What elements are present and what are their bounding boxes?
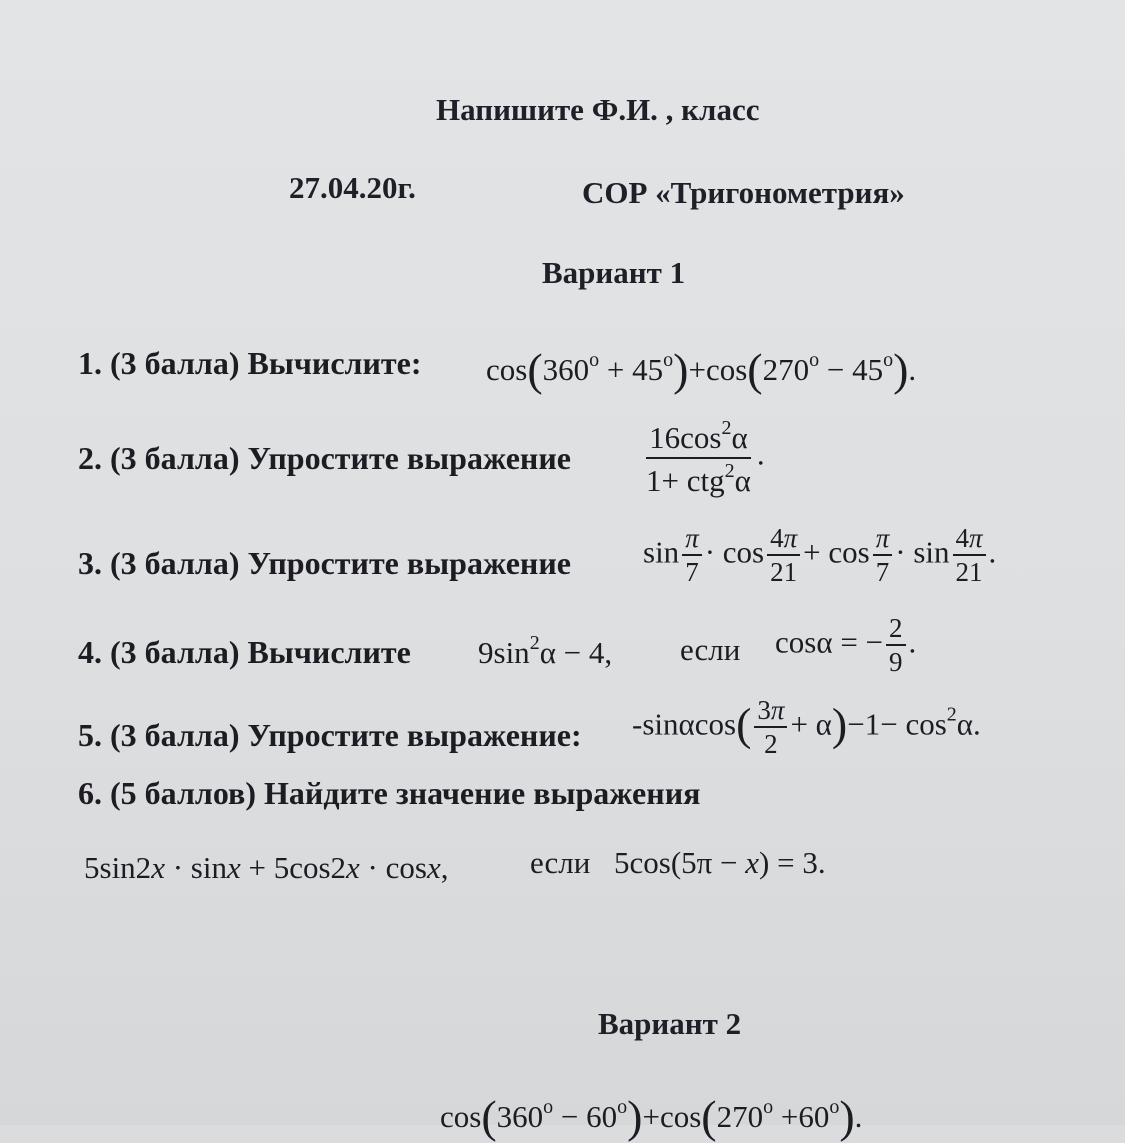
task-4-condition-word: если bbox=[680, 632, 741, 667]
task-4 bbox=[78, 634, 411, 671]
date-label: 27.04.20г. bbox=[289, 170, 416, 205]
task-3-expression: sin $\frac{\pi}{7}$ · cos $\frac{4\pi}{21}$ + cos $\frac{\pi}{7}$ · sin $\frac{4\pi}{21}$ . bbox=[643, 523, 997, 588]
task-1 bbox=[78, 345, 421, 382]
variant-2-task-1-expression: $\cos(360^o - 60^o)+\cos(270^o +60^o)$. bbox=[440, 1091, 863, 1142]
test-title: СОР «Тригонометрия» bbox=[582, 175, 905, 210]
instruction-heading: Напишите Ф.И. , класс bbox=[436, 92, 760, 127]
task-6-condition: 5cos(5π − x) = 3. bbox=[614, 845, 826, 880]
task-4-expression: $9\sin^2\alpha - 4$, bbox=[478, 632, 613, 670]
task-1-label: 1. (3 балла) Вычислите: bbox=[78, 345, 422, 381]
task-2-label: 2. (3 балла) Упростите выражение bbox=[78, 440, 571, 476]
task-5 bbox=[78, 717, 582, 754]
task-6-condition-word: если bbox=[530, 845, 591, 880]
task-4-condition: cosα = − $\frac{2}{9}$ . bbox=[775, 613, 917, 678]
task-3-label: 3. (3 балла) Упростите выражение bbox=[78, 545, 571, 581]
task-6 bbox=[78, 775, 700, 812]
variant-2-heading: Вариант 2 bbox=[598, 1006, 742, 1041]
task-4-label: 4. (3 балла) Вычислите bbox=[78, 634, 411, 670]
task-6-expression: 5sin2x · sinx + 5cos2x · cosx, bbox=[84, 850, 449, 885]
task-2 bbox=[78, 440, 571, 477]
task-3 bbox=[78, 545, 571, 582]
task-5-expression: -sinαcos( $\frac{3\pi}{2}$ + $\alpha)-1- \cos^2\alpha$. bbox=[632, 695, 981, 760]
variant-1-heading: Вариант 1 bbox=[542, 255, 686, 290]
task-2-expression: $\frac{16\cos^2\alpha}{1+ ctg^2\alpha}$ . bbox=[646, 417, 765, 498]
task-6-label: 6. (5 баллов) Найдите значение выражения bbox=[78, 775, 701, 811]
task-1-expression: $\cos(360^o + 45^o)+\cos(270^o - 45^o)$. bbox=[486, 344, 917, 395]
task-5-label: 5. (3 балла) Упростите выражение: bbox=[78, 717, 582, 753]
